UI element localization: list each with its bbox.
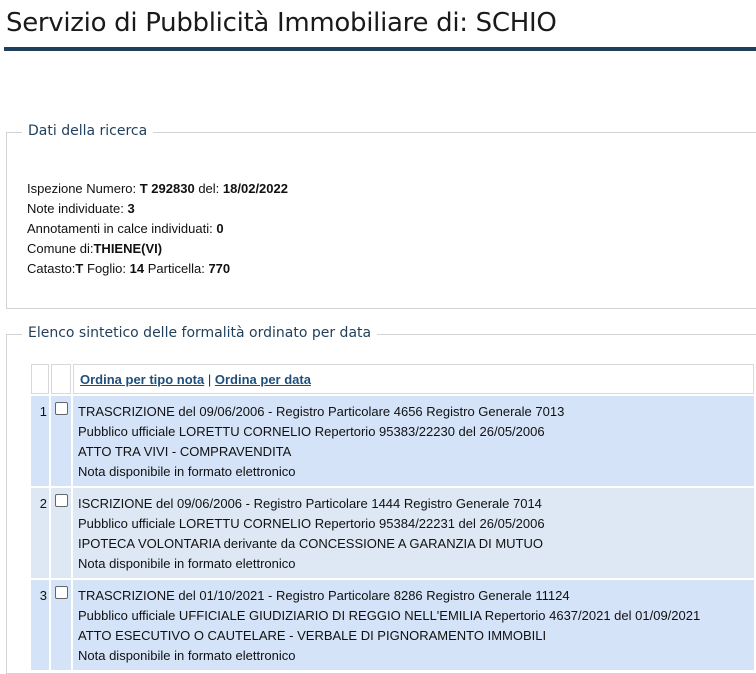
formalities-table (29, 362, 756, 672)
parcel-label: Particella: (147, 261, 205, 276)
search-info (27, 179, 288, 279)
row-line-official: Pubblico ufficiale UFFICIALE GIUDIZIARIO DI REGGIO NELL'EMILIA Repertorio 4637/2021 del 01/09/2021 (78, 608, 701, 623)
annotations-count: 0 (216, 221, 224, 236)
formalities-legend: Elenco sintetico delle formalità ordinato per data (22, 325, 377, 341)
notes-label: Note individuate: (27, 201, 124, 216)
header-check-cell (51, 364, 71, 394)
annotations-label: Annotamenti in calce individuati: (27, 221, 213, 236)
row-line-act: ATTO ESECUTIVO O CAUTELARE - VERBALE DI PIGNORAMENTO IMMOBILI (78, 628, 547, 643)
row-number: 2 (31, 488, 49, 578)
search-data-fieldset (6, 123, 756, 309)
table-row (31, 396, 754, 486)
inspection-number: T 292830 (139, 181, 195, 196)
row-checkbox[interactable] (51, 488, 71, 578)
inspection-date-label: del: (198, 181, 220, 196)
sheet-label: Foglio: (87, 261, 127, 276)
inspection-line (27, 179, 288, 199)
annotations-line (27, 219, 288, 239)
row-line-registration: TRASCRIZIONE del 01/10/2021 - Registro Particolare 8286 Registro Generale 11124 (78, 588, 570, 603)
municipality-value: THIENE(VI) (93, 241, 163, 256)
row-description (73, 580, 754, 670)
inspection-label: Ispezione Numero: (27, 181, 137, 196)
row-line-official: Pubblico ufficiale LORETTU CORNELIO Repertorio 95383/22230 del 26/05/2006 (78, 424, 545, 439)
row-line-act: ATTO TRA VIVI - COMPRAVENDITA (78, 444, 292, 459)
table-row (31, 580, 754, 670)
row-checkbox[interactable] (51, 580, 71, 670)
parcel-value: 770 (208, 261, 231, 276)
row-description (73, 396, 754, 486)
row-line-registration: TRASCRIZIONE del 09/06/2006 - Registro Particolare 4656 Registro Generale 7013 (78, 404, 565, 419)
cadastre-label: Catasto: (27, 261, 76, 276)
row-number: 1 (31, 396, 49, 486)
sheet-value: 14 (129, 261, 145, 276)
cadastre-value: T (75, 261, 84, 276)
row-line-official: Pubblico ufficiale LORETTU CORNELIO Repertorio 95384/22231 del 26/05/2006 (78, 516, 545, 531)
search-data-legend: Dati della ricerca (22, 123, 153, 139)
row-line-availability: Nota disponibile in formato elettronico (78, 464, 296, 479)
row-line-registration: ISCRIZIONE del 09/06/2006 - Registro Particolare 1444 Registro Generale 7014 (78, 496, 542, 511)
table-row (31, 488, 754, 578)
row-number: 3 (31, 580, 49, 670)
row-line-act: IPOTECA VOLONTARIA derivante da CONCESSIONE A GARANZIA DI MUTUO (78, 536, 543, 551)
title-divider (4, 47, 756, 51)
row-description (73, 488, 754, 578)
sort-separator: | (207, 371, 212, 387)
page-title: Servizio di Pubblicità Immobiliare di: SCHIO (6, 8, 557, 38)
municipality-label: Comune di: (27, 241, 94, 256)
notes-line (27, 199, 288, 219)
table-header (31, 364, 754, 394)
municipality-line (27, 239, 288, 259)
row-line-availability: Nota disponibile in formato elettronico (78, 556, 296, 571)
notes-count: 3 (127, 201, 135, 216)
inspection-date: 18/02/2022 (222, 181, 288, 196)
sort-by-date-link[interactable]: Ordina per data (214, 371, 311, 387)
sort-links (73, 364, 754, 394)
header-num-cell (31, 364, 49, 394)
cadastre-line (27, 259, 288, 279)
row-line-availability: Nota disponibile in formato elettronico (78, 648, 296, 663)
formalities-fieldset (6, 325, 756, 674)
sort-by-type-link[interactable]: Ordina per tipo nota (80, 371, 205, 387)
row-checkbox[interactable] (51, 396, 71, 486)
